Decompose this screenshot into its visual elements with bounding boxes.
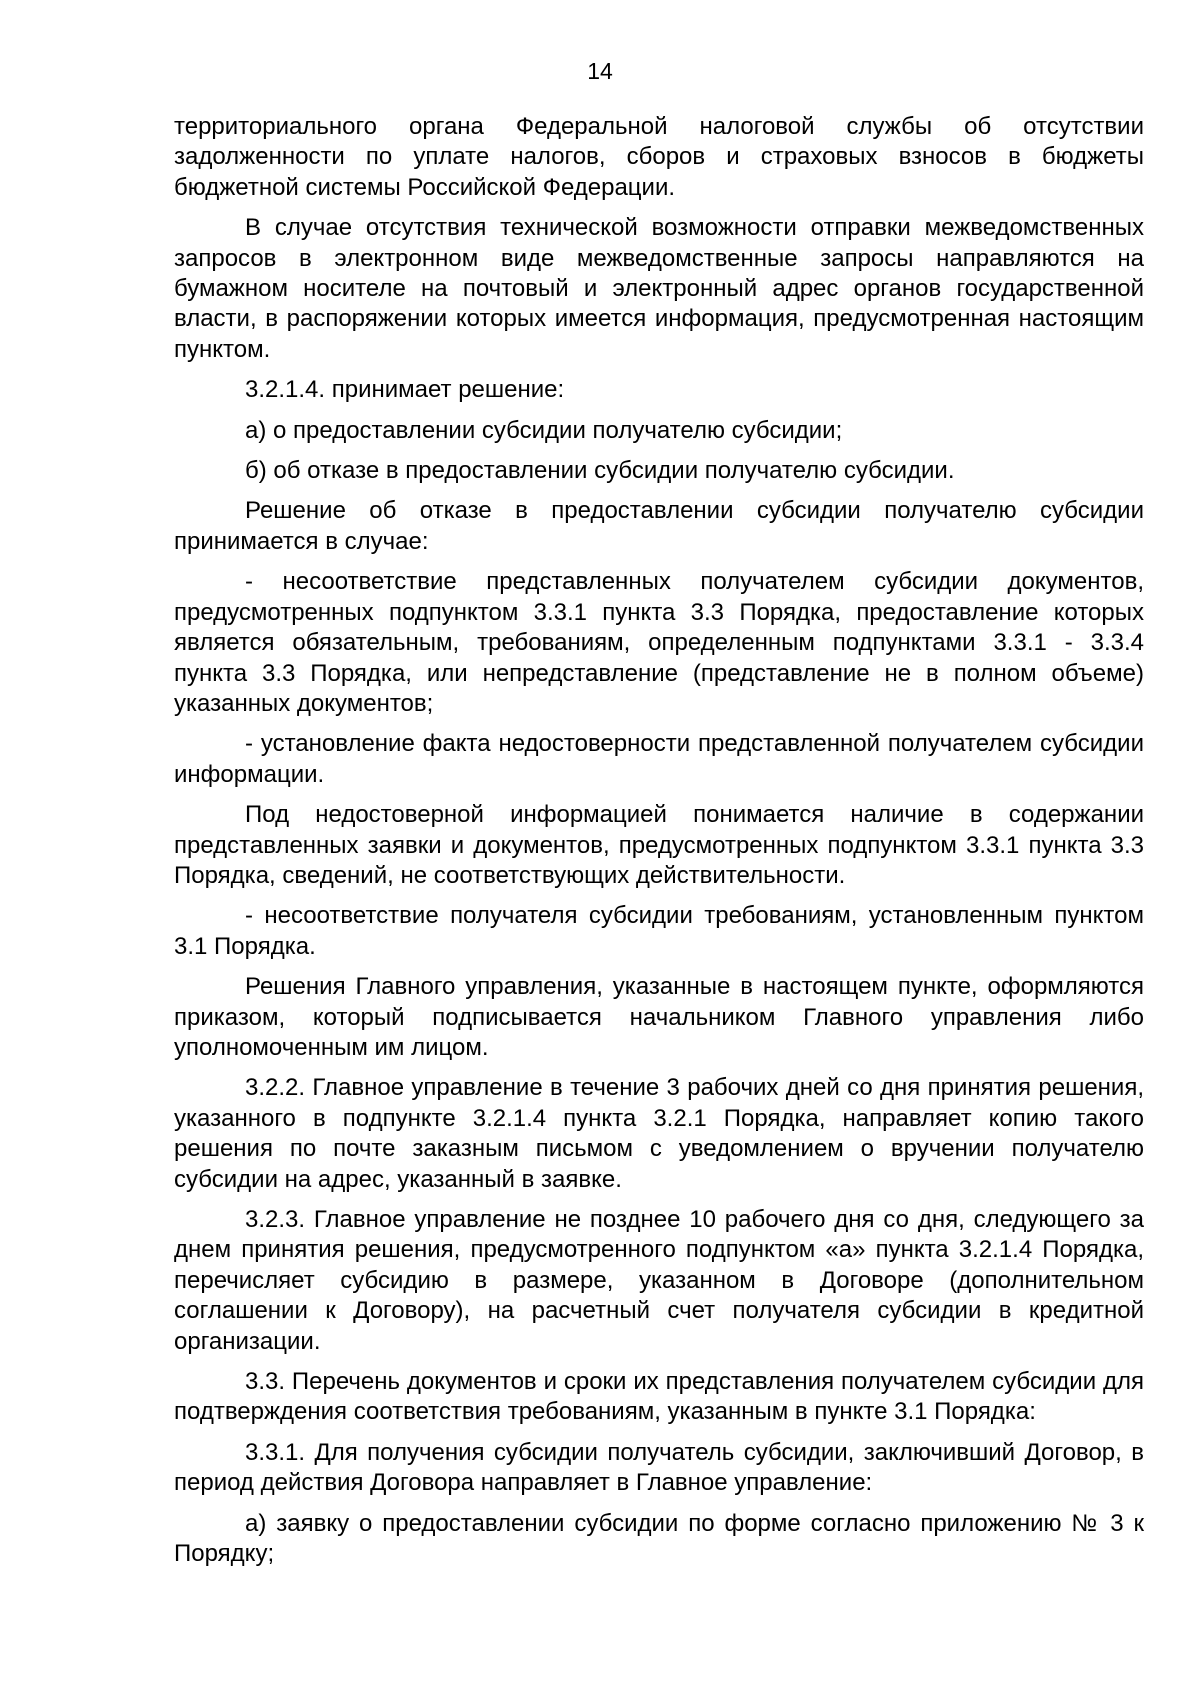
paragraph: 3.2.1.4. принимает решение:	[245, 376, 565, 404]
paragraph: а) заявку о предоставлении субсидии по форме согласно приложению № 3 к Порядку;	[174, 1509, 1144, 1568]
paragraph: а) о предоставлении субсидии получателю субсидии;	[245, 416, 843, 444]
document-body	[174, 112, 1144, 1579]
paragraph: 3.3.1. Для получения субсидии получатель субсидии, заключивший Договор, в период действия Договора направляет в Главное управление:	[174, 1438, 1144, 1497]
paragraph: Решения Главного управления, указанные в настоящем пункте, оформляются приказом, который подписывается начальником Главного управления либо уполномоченным им лицом.	[174, 973, 1144, 1061]
paragraph: - несоответствие представленных получателем субсидии документов, предусмотренных подпунктом 3.3.1 пункта 3.3 Порядка, предоставление которых является обязательным, требованиям, определенным подпунктами 3.3.1 - 3.3.4 пункта 3.3 Порядка, или непредставление (представление не в полном объеме) указанных документов;	[174, 568, 1144, 717]
paragraph: - установление факта недостоверности представленной получателем субсидии информации.	[174, 730, 1144, 788]
paragraph: территориального органа Федеральной налоговой службы об отсутствии задолженности по уплате налогов, сборов и страховых взносов в бюджеты бюджетной системы Российской Федерации.	[174, 113, 1144, 201]
paragraph: Решение об отказе в предоставлении субсидии получателю субсидии принимается в случае:	[174, 497, 1144, 555]
paragraph: В случае отсутствия технической возможности отправки межведомственных запросов в электронном виде межведомственные запросы направляются на бумажном носителе на почтовый и электронный адрес органов государственной власти, в распоряжении которых имеется информация, предусмотренная настоящим пунктом.	[174, 214, 1144, 363]
paragraph: - несоответствие получателя субсидии требованиям, установленным пунктом 3.1 Порядка.	[174, 902, 1144, 960]
paragraph: 3.3. Перечень документов и сроки их представления получателем субсидии для подтверждения соответствия требованиям, указанным в пункте 3.1 Порядка:	[174, 1368, 1144, 1426]
page-number: 14	[587, 58, 613, 84]
paragraph: 3.2.3. Главное управление не позднее 10 рабочего дня со дня, следующего за днем принятия решения, предусмотренного подпунктом «а» пункта 3.2.1.4 Порядка, перечисляет субсидию в размере, указанном в Договоре (дополнительном соглашении к Договору), на расчетный счет получателя субсидии в кредитной организации.	[174, 1206, 1144, 1355]
paragraph: 3.2.2. Главное управление в течение 3 рабочих дней со дня принятия решения, указанного в подпункте 3.2.1.4 пункта 3.2.1 Порядка, направляет копию такого решения по почте заказным письмом с уведомлением о вручении получателю субсидии на адрес, указанный в заявке.	[174, 1074, 1144, 1193]
paragraph: Под недостоверной информацией понимается наличие в содержании представленных заявки и документов, предусмотренных подпунктом 3.3.1 пункта 3.3 Порядка, сведений, не соответствующих действительности.	[174, 801, 1144, 889]
paragraph: б) об отказе в предоставлении субсидии получателю субсидии.	[245, 457, 955, 485]
